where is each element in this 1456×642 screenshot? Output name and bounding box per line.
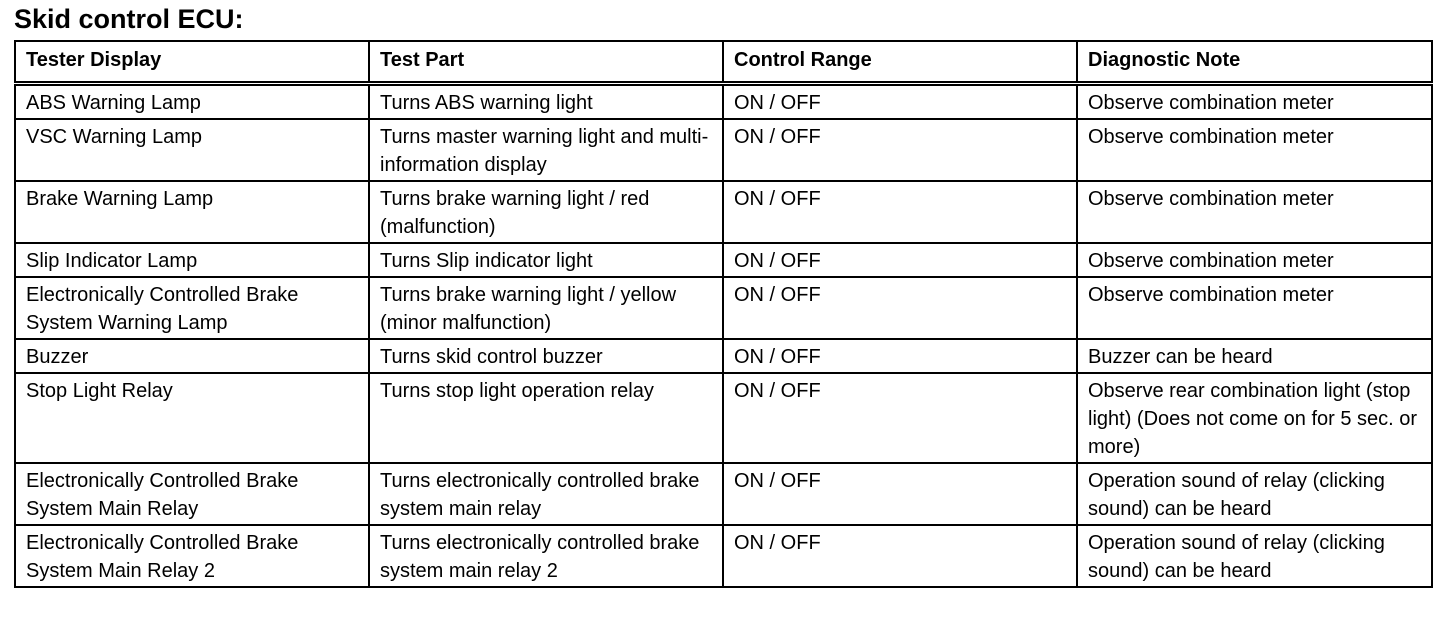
cell-tester-display: VSC Warning Lamp [15,119,369,181]
cell-test-part: Turns stop light operation relay [369,373,723,463]
table-header-row [15,41,1432,84]
cell-control-range: ON / OFF [723,277,1077,339]
table-row [15,84,1432,120]
cell-control-range: ON / OFF [723,119,1077,181]
header-diagnostic-note: Diagnostic Note [1077,41,1432,84]
cell-test-part: Turns electronically controlled brake system main relay [369,463,723,525]
cell-test-part: Turns master warning light and multi-information display [369,119,723,181]
cell-tester-display: Electronically Controlled Brake System Main Relay [15,463,369,525]
cell-test-part: Turns brake warning light / yellow (minor malfunction) [369,277,723,339]
cell-control-range: ON / OFF [723,243,1077,277]
cell-control-range: ON / OFF [723,339,1077,373]
cell-test-part: Turns electronically controlled brake system main relay 2 [369,525,723,587]
cell-diagnostic-note: Observe rear combination light (stop light) (Does not come on for 5 sec. or more) [1077,373,1432,463]
table-row [15,339,1432,373]
cell-tester-display: Slip Indicator Lamp [15,243,369,277]
cell-diagnostic-note: Buzzer can be heard [1077,339,1432,373]
cell-tester-display: ABS Warning Lamp [15,84,369,120]
cell-tester-display: Buzzer [15,339,369,373]
cell-test-part: Turns ABS warning light [369,84,723,120]
table-row [15,525,1432,587]
active-test-table [14,40,1433,588]
cell-control-range: ON / OFF [723,373,1077,463]
table-row [15,277,1432,339]
cell-control-range: ON / OFF [723,463,1077,525]
cell-test-part: Turns skid control buzzer [369,339,723,373]
table-row [15,373,1432,463]
cell-test-part: Turns brake warning light / red (malfunction) [369,181,723,243]
table-row [15,243,1432,277]
cell-control-range: ON / OFF [723,181,1077,243]
header-control-range: Control Range [723,41,1077,84]
table-row [15,181,1432,243]
cell-diagnostic-note: Observe combination meter [1077,243,1432,277]
header-test-part: Test Part [369,41,723,84]
cell-diagnostic-note: Observe combination meter [1077,277,1432,339]
cell-diagnostic-note: Operation sound of relay (clicking sound) can be heard [1077,525,1432,587]
cell-diagnostic-note: Operation sound of relay (clicking sound) can be heard [1077,463,1432,525]
cell-control-range: ON / OFF [723,84,1077,120]
cell-tester-display: Stop Light Relay [15,373,369,463]
cell-diagnostic-note: Observe combination meter [1077,84,1432,120]
header-tester-display: Tester Display [15,41,369,84]
cell-diagnostic-note: Observe combination meter [1077,119,1432,181]
cell-control-range: ON / OFF [723,525,1077,587]
table-row [15,463,1432,525]
table-row [15,119,1432,181]
page-title: Skid control ECU: [14,4,244,34]
cell-tester-display: Brake Warning Lamp [15,181,369,243]
cell-tester-display: Electronically Controlled Brake System Warning Lamp [15,277,369,339]
cell-tester-display: Electronically Controlled Brake System Main Relay 2 [15,525,369,587]
cell-test-part: Turns Slip indicator light [369,243,723,277]
cell-diagnostic-note: Observe combination meter [1077,181,1432,243]
